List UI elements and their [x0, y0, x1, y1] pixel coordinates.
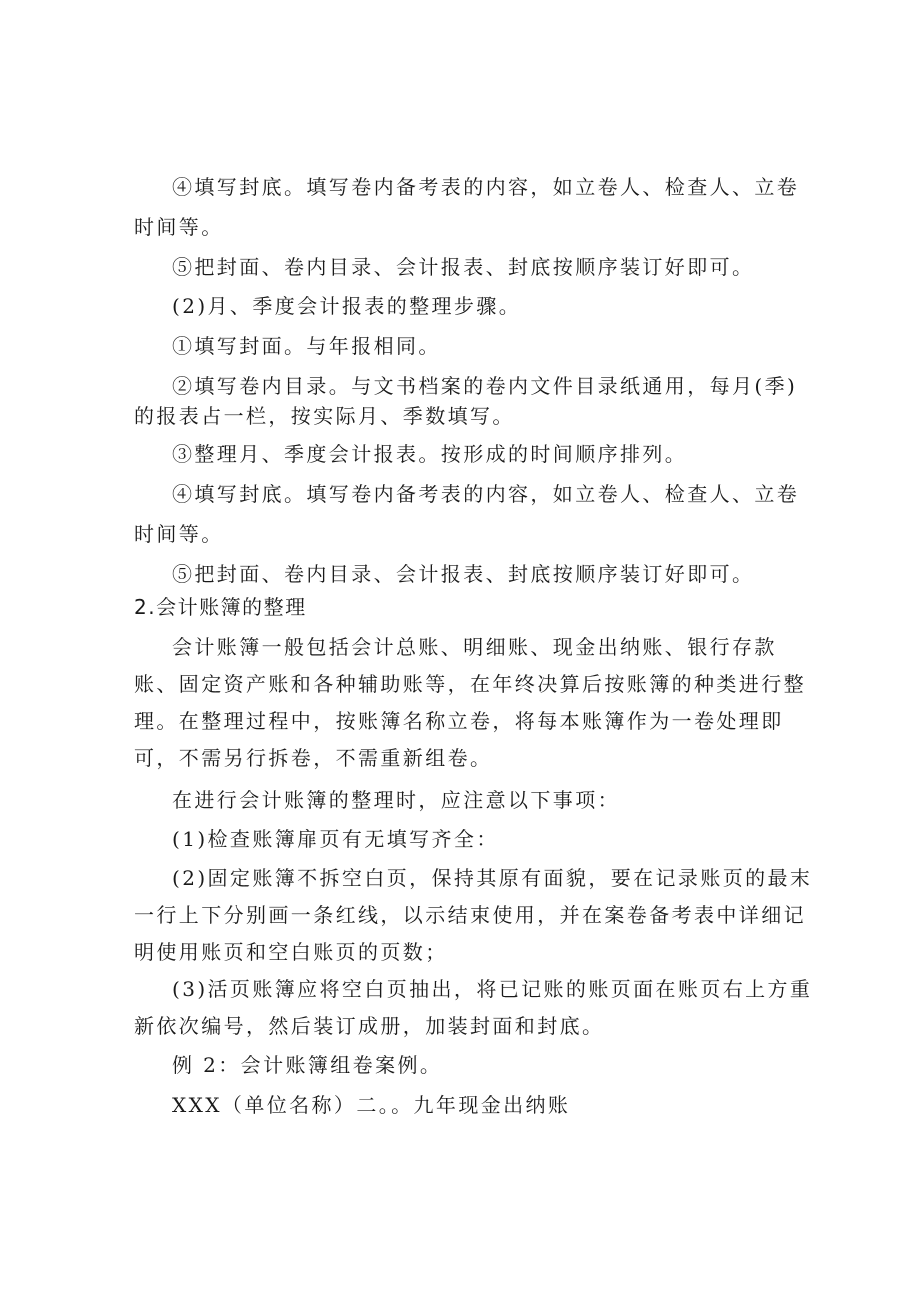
text-line: 明使用账页和空白账页的页数；	[134, 940, 448, 964]
text-line: ④填写封底。填写卷内备考表的内容，如立卷人、检查人、立卷	[172, 175, 800, 199]
text-line: ②填写卷内目录。与文书档案的卷内文件目录纸通用，每月(季)	[172, 374, 798, 398]
text-line: ③整理月、季度会计报表。按形成的时间顺序排列。	[172, 442, 688, 466]
text-line: 一行上下分别画一条红线，以示结束使用，并在案卷备考表中详细记	[134, 903, 806, 927]
text-line: 时间等。	[134, 215, 224, 239]
text-line: 在进行会计账簿的整理时，应注意以下事项：	[172, 788, 620, 812]
text-line: 可，不需另行拆卷，不需重新组卷。	[134, 746, 493, 770]
text-line: 会计账簿一般包括会计总账、明细账、现金出纳账、银行存款	[172, 635, 777, 659]
text-line: (2)固定账簿不拆空白页，保持其原有面貌，要在记录账页的最末	[172, 866, 813, 890]
text-line: (3)活页账簿应将空白页抽出，将已记账的账页面在账页右上方重	[172, 977, 813, 1001]
text-line: (2)月、季度会计报表的整理步骤。	[172, 294, 522, 318]
text-line: ①填写封面。与年报相同。	[172, 334, 441, 358]
text-line: 新依次编号，然后装订成册，加装封面和封底。	[134, 1014, 605, 1038]
text-line: 的报表占一栏，按实际月、季数填写。	[134, 404, 515, 428]
text-line: ⑤把封面、卷内目录、会计报表、封底按顺序装订好即可。	[172, 562, 755, 586]
text-line: 例 2：会计账簿组卷案例。	[172, 1053, 443, 1077]
text-line: ⑤把封面、卷内目录、会计报表、封底按顺序装订好即可。	[172, 255, 755, 279]
text-line: 账、固定资产账和各种辅助账等，在年终决算后按账簿的种类进行整	[134, 672, 806, 696]
section-heading: 2.会计账簿的整理	[134, 595, 307, 619]
text-line: (1)检查账簿扉页有无填写齐全：	[172, 827, 499, 851]
text-line: XXX（单位名称）二。。九年现金出纳账	[172, 1093, 571, 1117]
text-line: ④填写封底。填写卷内备考表的内容，如立卷人、检查人、立卷	[172, 482, 800, 506]
text-line: 理。在整理过程中，按账簿名称立卷，将每本账簿作为一卷处理即	[134, 709, 784, 733]
text-line: 时间等。	[134, 522, 224, 546]
